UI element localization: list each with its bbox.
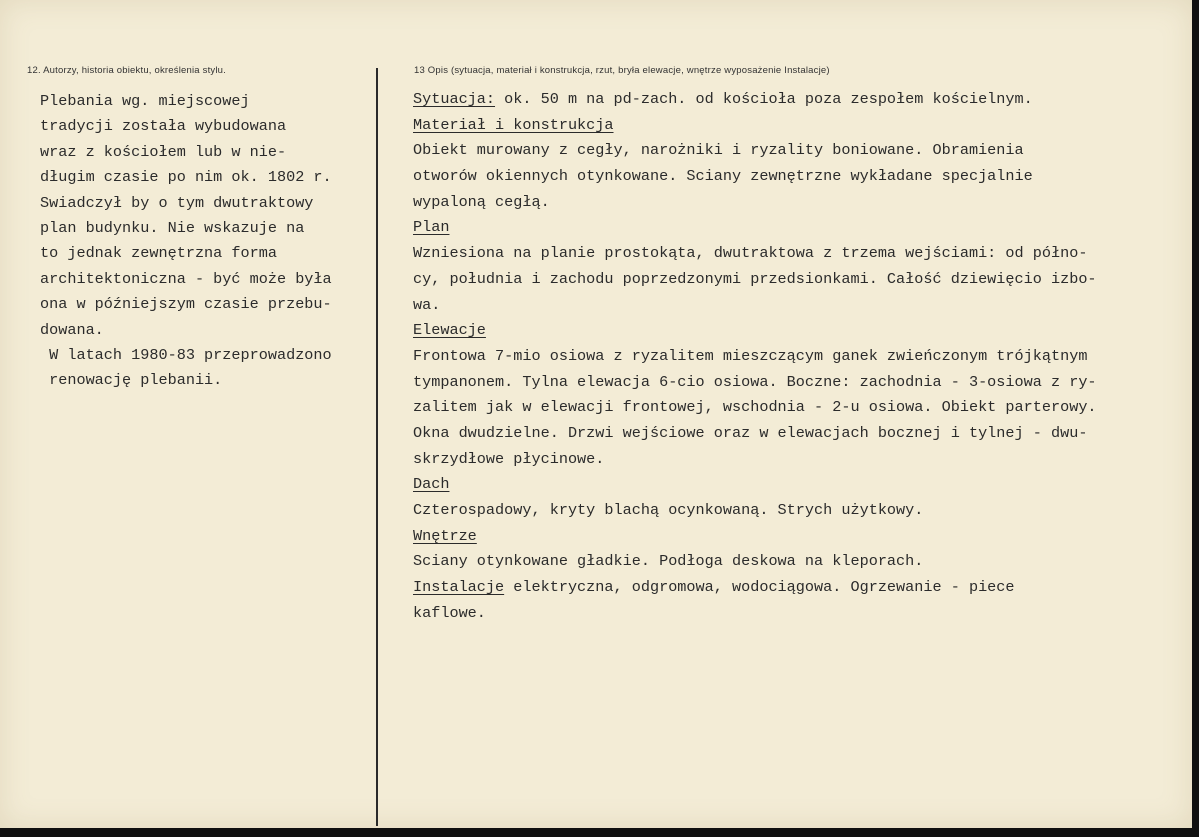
- wnetrze-heading: Wnętrze: [413, 526, 477, 545]
- history-line: Plebania wg. miejscowej: [40, 92, 250, 110]
- wnetrze-line: Sciany otynkowane gładkie. Podłoga deskowa na kleporach.: [413, 552, 924, 571]
- column-divider: [376, 68, 378, 826]
- history-line: to jednak zewnętrzna forma: [40, 244, 277, 263]
- sytuacja-heading: Sytuacja:: [413, 90, 496, 108]
- history-line: architektoniczna - być może była: [40, 269, 332, 288]
- history-line: W latach 1980-83 przeprowadzono: [40, 345, 332, 364]
- section-13-header: 13 Opis (sytuacja, materiał i konstrukcja, rzut, bryła elewacje, wnętrze wyposażenie Instalacje): [414, 65, 830, 76]
- sytuacja-text: ok. 50 m na pd-zach. od kościoła poza zespołem kościelnym.: [495, 90, 1033, 108]
- instalacje-line: [413, 575, 1097, 601]
- dach-heading: Dach: [413, 475, 450, 494]
- plan-line: Wzniesiona na planie prostokąta, dwutraktowa z trzema wejściami: od półno-: [413, 244, 1088, 263]
- material-line: wypaloną cegłą.: [413, 192, 550, 211]
- wnetrze-heading-line: [413, 524, 1097, 550]
- dach-heading-line: [413, 472, 1097, 498]
- history-line: plan budynku. Nie wskazuje na: [40, 218, 305, 237]
- elewacje-line: tympanonem. Tylna elewacja 6-cio osiowa. Boczne: zachodnia - 3-osiowa z ry-: [413, 372, 1097, 391]
- dach-line: Czterospadowy, kryty blachą ocynkowaną. Strych użytkowy.: [413, 501, 924, 519]
- description-column: [413, 87, 1097, 626]
- material-line: Obiekt murowany z cegły, narożniki i ryzality boniowane. Obramienia: [413, 141, 1024, 160]
- sytuacja-line: [413, 87, 1097, 113]
- history-line: tradycji została wybudowana: [40, 117, 287, 136]
- material-heading: Materiał i konstrukcja: [413, 115, 614, 134]
- history-column: [40, 89, 332, 394]
- material-line: otworów okiennych otynkowane. Sciany zewnętrzne wykładane specjalnie: [413, 167, 1033, 186]
- plan-heading: Plan: [413, 218, 450, 237]
- history-line: renowację plebanii.: [40, 371, 223, 390]
- history-line: ona w późniejszym czasie przebu-: [40, 295, 332, 314]
- material-heading-line: [413, 113, 1097, 139]
- instalacje-continuation: kaflowe.: [413, 603, 486, 622]
- elewacje-heading: Elewacje: [413, 321, 486, 340]
- instalacje-heading: Instalacje: [413, 578, 505, 597]
- scan-edge-right: [1192, 0, 1199, 837]
- plan-line: cy, południa i zachodu poprzedzonymi przedsionkami. Całość dziewięcio izbo-: [413, 269, 1097, 288]
- instalacje-text: elektryczna, odgromowa, wodociągowa. Ogrzewanie - piece: [504, 578, 1015, 597]
- history-line: Swiadczył by o tym dwutraktowy: [40, 193, 314, 212]
- section-12-header: 12. Autorzy, historia obiektu, określenia stylu.: [27, 65, 226, 76]
- plan-heading-line: [413, 215, 1097, 241]
- plan-line: wa.: [413, 295, 441, 314]
- history-line: dowana.: [40, 320, 104, 339]
- history-line: wraz z kościołem lub w nie-: [40, 142, 287, 161]
- elewacje-line: Okna dwudzielne. Drzwi wejściowe oraz w elewacjach bocznej i tylnej - dwu-: [413, 423, 1088, 442]
- elewacje-heading-line: [413, 318, 1097, 344]
- elewacje-line: zalitem jak w elewacji frontowej, wschodnia - 2-u osiowa. Obiekt parterowy.: [413, 398, 1097, 417]
- elewacje-line: skrzydłowe płycinowe.: [413, 449, 605, 468]
- scan-edge-bottom: [0, 828, 1199, 837]
- history-line: długim czasie po nim ok. 1802 r.: [40, 168, 332, 187]
- elewacje-line: Frontowa 7-mio osiowa z ryzalitem mieszczącym ganek zwieńczonym trójkątnym: [413, 346, 1088, 365]
